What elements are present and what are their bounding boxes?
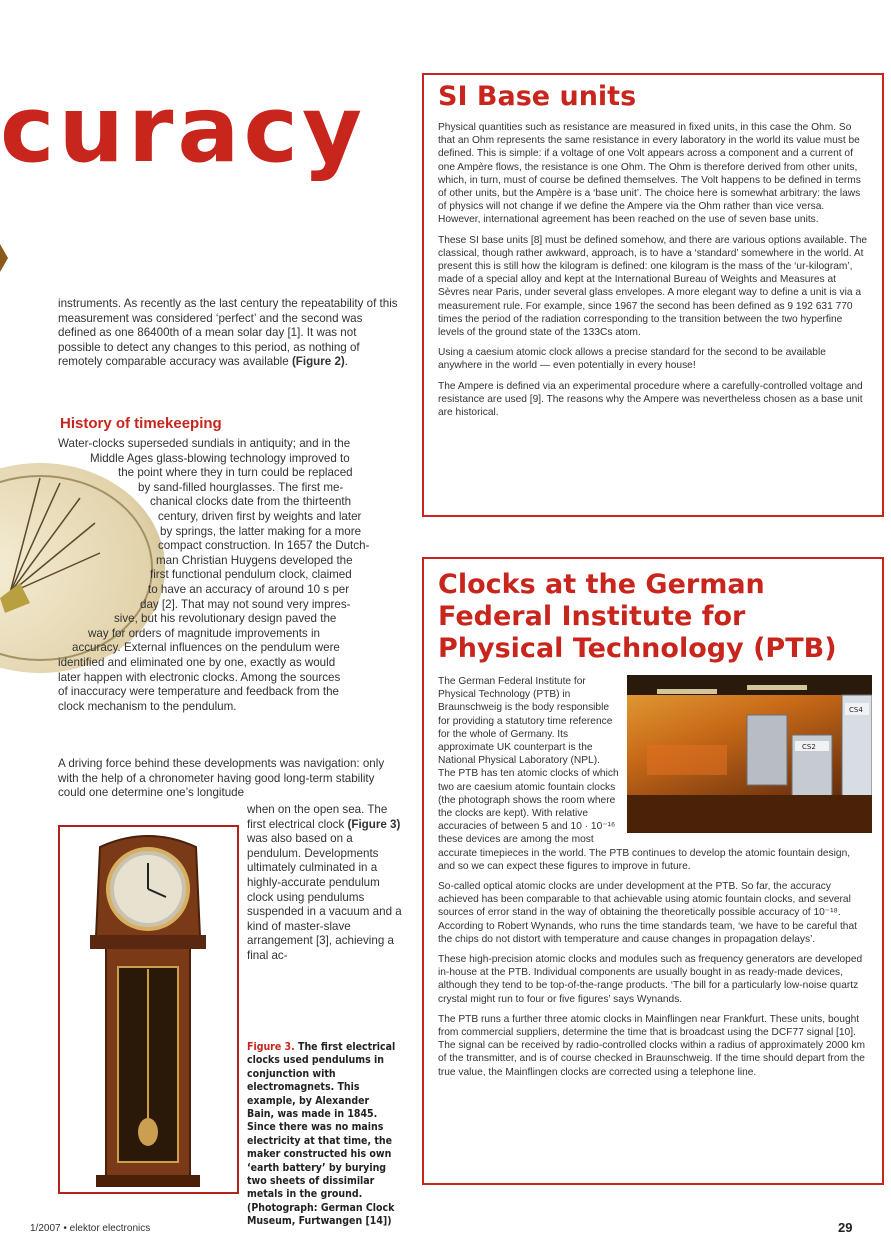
history-line: clock mechanism to the pendulum. (58, 699, 237, 713)
history-line: first functional pendulum clock, claimed (150, 568, 352, 582)
history-line: Middle Ages glass-blowing technology improved to (90, 451, 350, 465)
history-line: day [2]. That may not sound very impres- (140, 597, 351, 611)
si-paragraph: The Ampere is defined via an experimental procedure where a carefully-controlled voltage and resistance are used [9]. The reasons why the Ampere was nevertheless chosen as a base unit are historical. (438, 380, 863, 419)
ptb-paragraph: These high-precision atomic clocks and modules such as frequency generators are developed in-house at the PTB. Individual components are usually bought in as ready-made devices, although they tend to be top-of-the-range products. ‘The bill for a particularly low-noise quartz crystal might run to four or five figures’ says Wynands. (438, 954, 863, 1005)
si-paragraph: Physical quantities such as resistance are measured in fixed units, in this case the Ohm. So that an Ohm represents the same resistance in every laboratory in the world its value must be defined. This is simple: if a voltage of one Volt appears across a component and a current of one Ampère flows, the resistance is one Ohm. The Ohm is therefore derived from other units, which, in turn, must of course be defined themselves. The Volt happens to be defined in terms of other units, but the Ampère is a ‘base unit’. The choice here is somewhat arbitrary: the laws of physics will not change if we define the Ampere via the Ohm rather than vice versa. However, international agreement has been reached on the use of seven base units. (438, 122, 861, 226)
photo-label-cs2: CS2 (802, 743, 816, 751)
page-number: 29 (838, 1220, 853, 1235)
history-line: the point where they in turn could be replaced (118, 466, 353, 480)
history-line: identified and eliminated one by one, exactly as would (58, 655, 336, 669)
history-line: to have an accuracy of around 10 s per (148, 582, 350, 596)
ptb-clock-room-photo (627, 675, 872, 833)
history-line: sive, but his revolutionary design paved the (114, 612, 337, 626)
issue-footer: 1/2007 • elektor electronics (30, 1223, 151, 1234)
figure-3-caption: Figure 3. The first electrical clocks used pendulums in conjunction with electromagnets. This example, by Alexander Bain, was made in 1845. Since there was no mains electricity at that time, the maker constructed his own ‘earth battery’ by burying two sheets of dissimilar metals in the ground. (Photograph: German Clock Museum, Furtwangen [14]) (247, 1041, 396, 1228)
history-line: Water-clocks superseded sundials in antiquity; and in the (58, 437, 351, 450)
ptb-box (422, 557, 884, 1185)
history-line: of inaccuracy were temperature and feedback from the (58, 685, 339, 699)
electrical-clock-image (60, 827, 237, 1192)
history-heading: History of timekeeping (60, 415, 222, 432)
history-line: man Christian Huygens developed the (156, 553, 353, 567)
history-line: century, driven first by weights and later (158, 509, 362, 523)
history-line: by springs, the latter making for a more (160, 524, 362, 538)
figure-3-frame (58, 825, 239, 1194)
photo-label-cs4: CS4 (849, 706, 863, 714)
navigation-paragraph: A driving force behind these developments was navigation: only with the help of a chronometer having good long-term stability could one determine one’s longitude (58, 757, 385, 800)
ptb-paragraph: The German Federal Institute for Physical Technology (PTB) in Braunschweig is the body responsible for providing a statutory time reference for the whole of Germany. Its approximate UK counterpart is the National Physical Laboratory (NPL). The PTB has ten atomic clocks of which two are caesium atomic fountain clocks (the photograph shows the room where the clocks are kept). With relative accuracies of between 5 and 10 · 10⁻¹⁶ these devices are among the most accurate timepieces in the world. The PTB continues to develop the atomic fountain design, and so we can expect these figures to improve in future. (438, 676, 851, 872)
history-line: chanical clocks date from the thirteenth (150, 495, 352, 509)
figure-3-ref: (Figure 3) (347, 817, 401, 831)
pendulum-paragraph: when on the open sea. The first electrical clock (Figure 3) was also based on a pendulum. Developments ultimately culminated in a highly-accurate pendulum clock using pendulums suspended in a vacuum and a kind of master-slave arrangement [3], achieving a final ac- (247, 803, 402, 962)
history-line: way for orders of magnitude improvements in (88, 626, 320, 640)
history-line: later happen with electronic clocks. Among the sources (58, 670, 341, 684)
history-line: by sand-filled hourglasses. The first me- (138, 480, 344, 494)
ptb-box-title: Clocks at the German Federal Institute for Physical Technology (PTB) (438, 569, 837, 664)
si-box-title: SI Base units (438, 81, 637, 112)
page-edge-marker (0, 244, 8, 272)
figure-2-ref: (Figure 2) (291, 355, 345, 369)
figure-3-label: Figure 3. (247, 1041, 295, 1053)
history-line: accuracy. External influences on the pendulum were (72, 641, 340, 655)
si-paragraph: Using a caesium atomic clock allows a precise standard for the second to be available anywhere in the world — even potentially in every house! (438, 347, 826, 372)
intro-text: instruments. As recently as the last century the repeatability of this measurement was considered ‘perfect’ and the second was defined as one 86400th of a mean solar day [1]. It was not possible to detect any changes to this period, as nothing of remotely comparable accuracy was available (58, 297, 398, 369)
si-paragraph: These SI base units [8] must be defined somehow, and there are various options available. The classical, though rather awkward, approach, is to have a ‘standard’ somewhere in the world. At present this is still how the kilogram is defined: one kilogram is the mass of the ‘ur-kilogram’, made of a special alloy and kept at the International Bureau of Weights and Measures at Sèvres near Paris, under several glass envelopes. A more elegant way to define a unit is via a measurement rule. For example, since 1967 the second has been defined as 9 192 631 770 times the period of the radiation corresponding to the transition between the two hyperfine levels of the ground state of the 133Cs atom. (438, 234, 868, 339)
intro-paragraph: instruments. As recently as the last century the repeatability of this measurement was considered ‘perfect’ and the second was defined as one 86400th of a mean solar day [1]. It was not possible to detect any changes to this period, as nothing of remotely comparable accuracy was available (Figure 2). (58, 297, 398, 369)
ptb-paragraph: So-called optical atomic clocks are under development at the PTB. So far, the accuracy achieved has been comparable to that achievable using atomic fountain clocks, and several sources of error stand in the way of obtaining the theoretically possible accuracy of 10⁻¹⁸. According to Robert Wynands, who runs the time standards team, ‘we have to be careful that the chips do not distort with temperature and cause changes in propagation delays’. (438, 881, 857, 945)
history-paragraph (58, 437, 403, 722)
ptb-paragraph: The PTB runs a further three atomic clocks in Mainflingen near Frankfurt. These units, bought from commercial suppliers, determine the time that is broadcast using the DCF77 signal [10]. The signal can be received by radio-controlled clocks within a radius of approximately 2000 km of the transmitter, and is of course checked in Braunschweig. If the time should depart from the true value, the Mainflingen clocks are corrected using a telephone line. (438, 1013, 865, 1078)
si-base-units-box (422, 73, 884, 517)
headline-fragment: curacy (0, 76, 366, 183)
history-line: compact construction. In 1657 the Dutch- (158, 539, 370, 553)
